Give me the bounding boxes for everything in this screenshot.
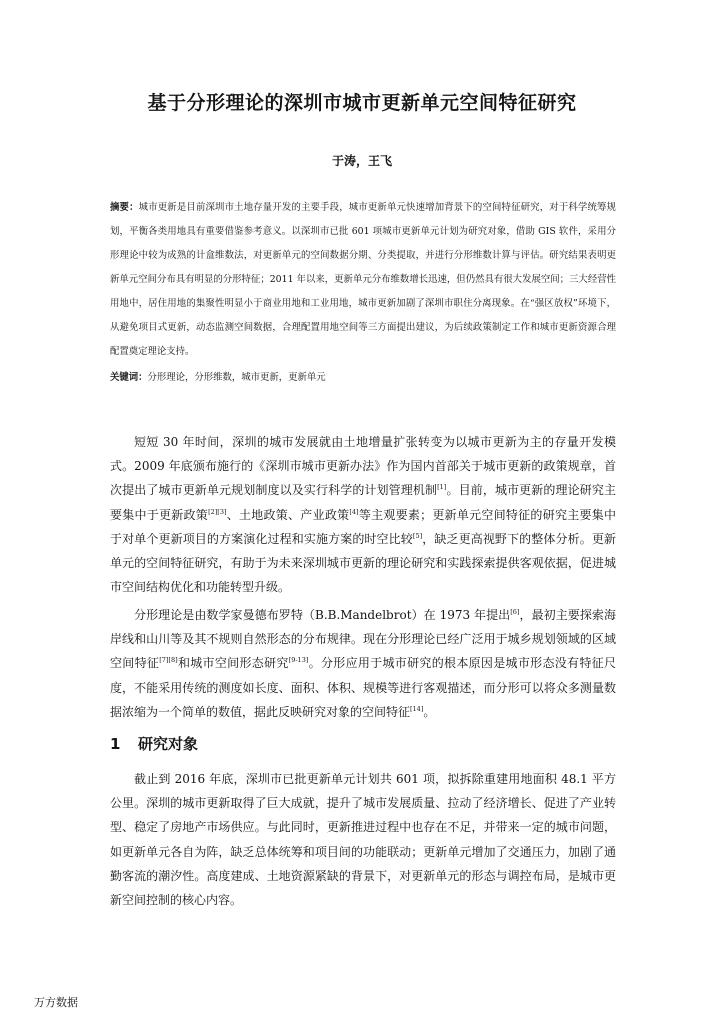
para2-text-1: 分形理论是由数学家曼德布罗特（B.B.Mandelbrot）在 1973 年提出 <box>134 608 511 622</box>
para1-text-4: 等主观要素；更新单元空间特征的研究主要集中于对单个更新项目的方案演化过程和实施方案的时空比较 <box>110 507 616 546</box>
para1-text-2: 。目前，城市更新的理论研究主要集中于更新政策 <box>110 483 616 522</box>
paper-title: 基于分形理论的深圳市城市更新单元空间特征研究 <box>147 92 577 114</box>
citation-ref: [14] <box>410 704 424 713</box>
citation-ref: [4] <box>349 507 359 516</box>
citation-ref: [9-13] <box>288 656 309 665</box>
section-title: 研究对象 <box>138 735 199 753</box>
abstract <box>110 196 616 364</box>
abstract-label: 摘要： <box>110 202 139 213</box>
citation-ref: [1] <box>437 483 447 492</box>
watermark-footer: 万方数据 <box>34 996 78 1009</box>
para2-text-3: 和城市空间形态研究 <box>177 656 289 671</box>
para1-text-5: ，缺乏更高视野下的整体分析。更新单元的空间特征研究，有助于为未来深圳城市更新的理论研究和实践探索提供客观依据，促进城市空间结构优化和功能转型升级。 <box>110 531 616 595</box>
para1-text-1: 短短 30 年时间，深圳的城市发展就由土地增量扩张转变为以城市更新为主的存量开发模式。2009 年底颁布施行的《深圳市城市更新办法》作为国内首部关于城市更新的政策规章，首次提出了城市更新单元规划制度以及实行科学的计划管理机制 <box>110 435 616 498</box>
para2-text-4: 。分形应用于城市研究的根本原因是城市形态没有特征尺度，不能采用传统的测度如长度、面积、体积、规模等进行客观描述，而分形可以将众多测量数据浓缩为一个简单的数值，据此反映研究对象的空间特征 <box>110 656 616 719</box>
section-heading <box>110 733 198 754</box>
citation-ref: [5] <box>412 531 423 540</box>
intro-paragraph-1 <box>110 430 616 599</box>
para1-text-3: 、土地政策、产业政策 <box>226 507 350 522</box>
section-number: 1 <box>110 735 121 753</box>
intro-paragraph-2 <box>110 603 616 724</box>
citation-ref: [6] <box>510 608 520 616</box>
abstract-text: 城市更新是目前深圳市土地存量开发的主要手段，城市更新单元快速增加背景下的空间特征研究，对于科学统筹规划，平衡各类用地具有重要借鉴参考意义。以深圳市已批 601 项城市更新单元计划为研究对象，借助 GIS 软件，采用分形理论中较为成熟的计盒维数法，对更新单元的空间数据分期、分类提取，并进行分形维数计算与评估。研究结果表明更新单元空间分布具有明显的分形特征；2011 年以来，更新单元分布维数增长迅速，但仍然具有很大发展空间；三大经营性用地中，居住用地的集聚性明显小于商业用地和工业用地，城市更新加剧了深圳市职住分离现象。在“强区放权”环境下，从避免项目式更新，动态监测空间数据，合理配置用地空间等三方面提出建议，为后续政策制定工作和城市更新资源合理配置奠定理论支持。 <box>110 202 616 357</box>
keywords-label: 关键词： <box>110 372 148 383</box>
keywords <box>110 370 616 386</box>
paper-authors: 于涛，王飞 <box>331 154 392 168</box>
citation-ref: [7][8] <box>159 656 178 665</box>
keywords-text: 分形理论，分形维数，城市更新，更新单元 <box>147 372 326 383</box>
para2-text-5: 。 <box>423 704 436 719</box>
citation-ref: [2][3] <box>208 507 227 516</box>
section1-paragraph: 截止到 2016 年底，深圳市已批更新单元计划共 601 项，拟拆除重建用地面积 48.1 平方公里。深圳的城市更新取得了巨大成就，提升了城市发展质量、拉动了经济增长、促进了产业转型、稳定了房地产市场供应。与此同时，更新推进过程中也存在不足，并带来一定的城市问题，如更新单元各自为阵，缺乏总体统筹和项目间的功能联动；更新单元增加了交通压力，加剧了通勤客流的潮汐性。高度建成、土地资源紧缺的背景下，对更新单元的形态与调控布局，是城市更新空间控制的核心内容。 <box>110 772 616 908</box>
para2-text-2: ，最初主要探索海岸线和山川等及其不规则自然形态的分布规律。现在分形理论已经广泛用于城乡规划领域的区域空间特征 <box>110 608 616 671</box>
